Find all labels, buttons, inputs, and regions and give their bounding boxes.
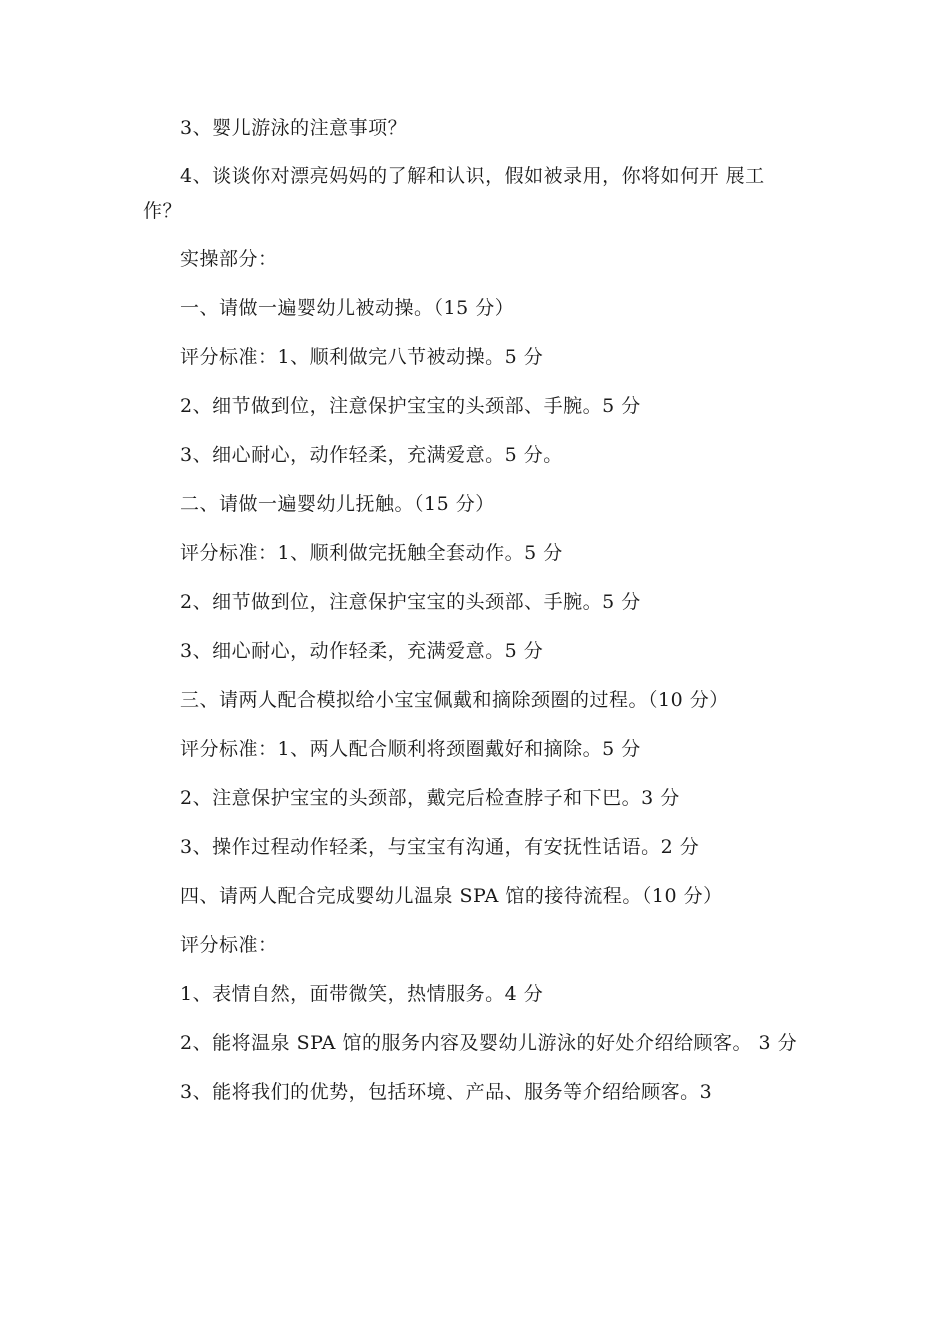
section-1-criterion-2: 2、细节做到位，注意保护宝宝的头颈部、手腕。5 分 [180,395,641,417]
section-3-title: 三、请两人配合模拟给小宝宝佩戴和摘除颈圈的过程。（10 分） [180,689,729,711]
section-4-criterion-2: 2、能将温泉 SPA 馆的服务内容及婴幼儿游泳的好处介绍给顾客。 3 分 [180,1032,798,1054]
section-4-criteria-heading: 评分标准： [180,934,278,956]
section-2-criterion-1: 评分标准：1、顺利做完抚触全套动作。5 分 [180,542,563,564]
section-4-criterion-1: 1、表情自然，面带微笑，热情服务。4 分 [180,983,544,1005]
question-3: 3、婴儿游泳的注意事项？ [180,117,408,139]
section-4-criterion-3: 3、能将我们的优势，包括环境、产品、服务等介绍给顾客。3 [180,1081,713,1103]
question-4-line-1: 4、谈谈你对漂亮妈妈的了解和认识，假如被录用，你将如何开 展工 [180,165,765,187]
section-1-title: 一、请做一遍婴幼儿被动操。（15 分） [180,297,515,319]
section-2-criterion-3: 3、细心耐心，动作轻柔，充满爱意。5 分 [180,640,544,662]
section-3-criterion-3: 3、操作过程动作轻柔，与宝宝有沟通，有安抚性话语。2 分 [180,836,700,858]
section-4-title: 四、请两人配合完成婴幼儿温泉 SPA 馆的接待流程。（10 分） [180,885,723,907]
section-1-criterion-1: 评分标准：1、顺利做完八节被动操。5 分 [180,346,544,368]
practical-heading: 实操部分： [180,248,278,270]
section-3-criterion-2: 2、注意保护宝宝的头颈部，戴完后检查脖子和下巴。3 分 [180,787,680,809]
section-2-criterion-2: 2、细节做到位，注意保护宝宝的头颈部、手腕。5 分 [180,591,641,613]
section-3-criterion-1: 评分标准：1、两人配合顺利将颈圈戴好和摘除。5 分 [180,738,641,760]
section-1-criterion-3: 3、细心耐心，动作轻柔，充满爱意。5 分。 [180,444,563,466]
section-2-title: 二、请做一遍婴幼儿抚触。（15 分） [180,493,495,515]
question-4-line-2: 作？ [143,200,183,222]
